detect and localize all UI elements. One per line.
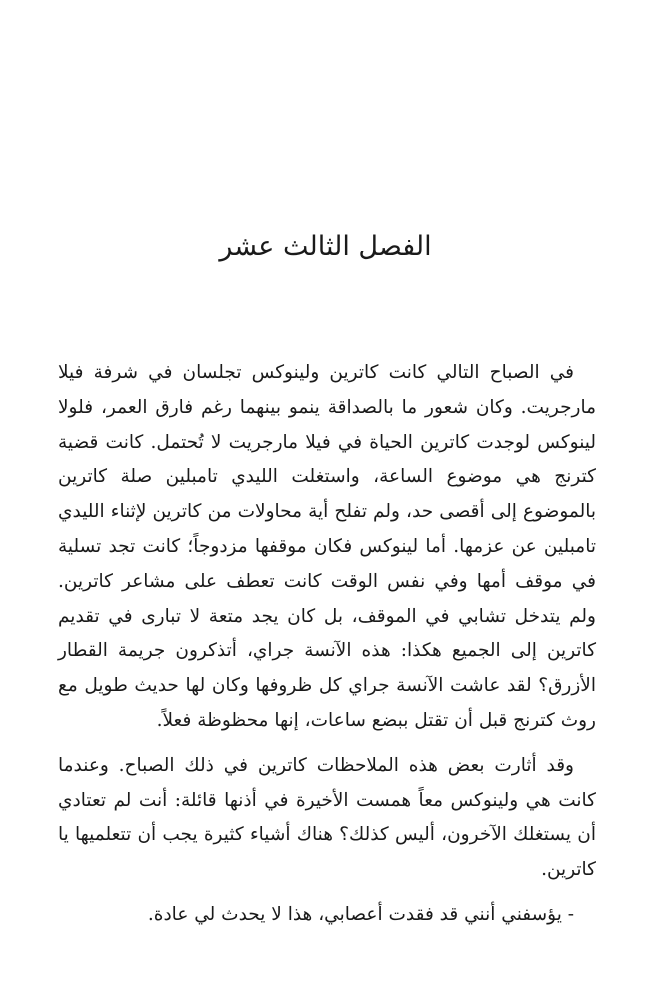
dialogue-line-1: - يؤسفني أنني قد فقدت أعصابي، هذا لا يحدث لي عادة.	[147, 903, 574, 925]
paragraph-2: وقد أثارت بعض هذه الملاحظات كاترين في ذلك الصباح. وعندما كانت هي ولينوكس معاً همست الأخيرة في أذنها قائلة: أنت لم تعتادي أن يستغلك الآخرون، أليس كذلك؟ هناك أشياء كثيرة يجب أن تتعلميها يا كاترين.	[58, 754, 596, 881]
chapter-body	[58, 356, 596, 933]
chapter-title: الفصل الثالث عشر	[219, 231, 432, 262]
paragraph-1: في الصباح التالي كانت كاترين ولينوكس تجلسان في شرفة فيلا مارجريت. وكان شعور ما بالصداقة ينمو بينهما رغم فارق العمر، فلولا لينوكس لوجدت كاترين الحياة في فيلا مارجريت لا تُحتمل. كانت قضية كترنج هي موضوع الساعة، واستغلت الليدي تامبلين صلة كاترين بالموضوع إلى أقصى حد، ولم تفلح أية محاولات من كاترين لإثناء الليدي تامبلين عن عزمها. أما لينوكس فكان موقفها مزدوجاً؛ كانت تجد تسلية في موقف أمها وفي نفس الوقت كانت تعطف على مشاعر كاترين. ولم يتدخل تشابي في الموقف، بل كان يجد متعة لا تبارى في تقديم كاترين إلى الجميع هكذا: هذه الآنسة جراي، أتذكرون جريمة القطار الأزرق؟ لقد عاشت الآنسة جراي كل ظروفها وكان لها حديث طويل مع روث كترنج قبل أن تقتل ببضع ساعات، إنها محظوظة فعلاً.	[58, 362, 596, 731]
